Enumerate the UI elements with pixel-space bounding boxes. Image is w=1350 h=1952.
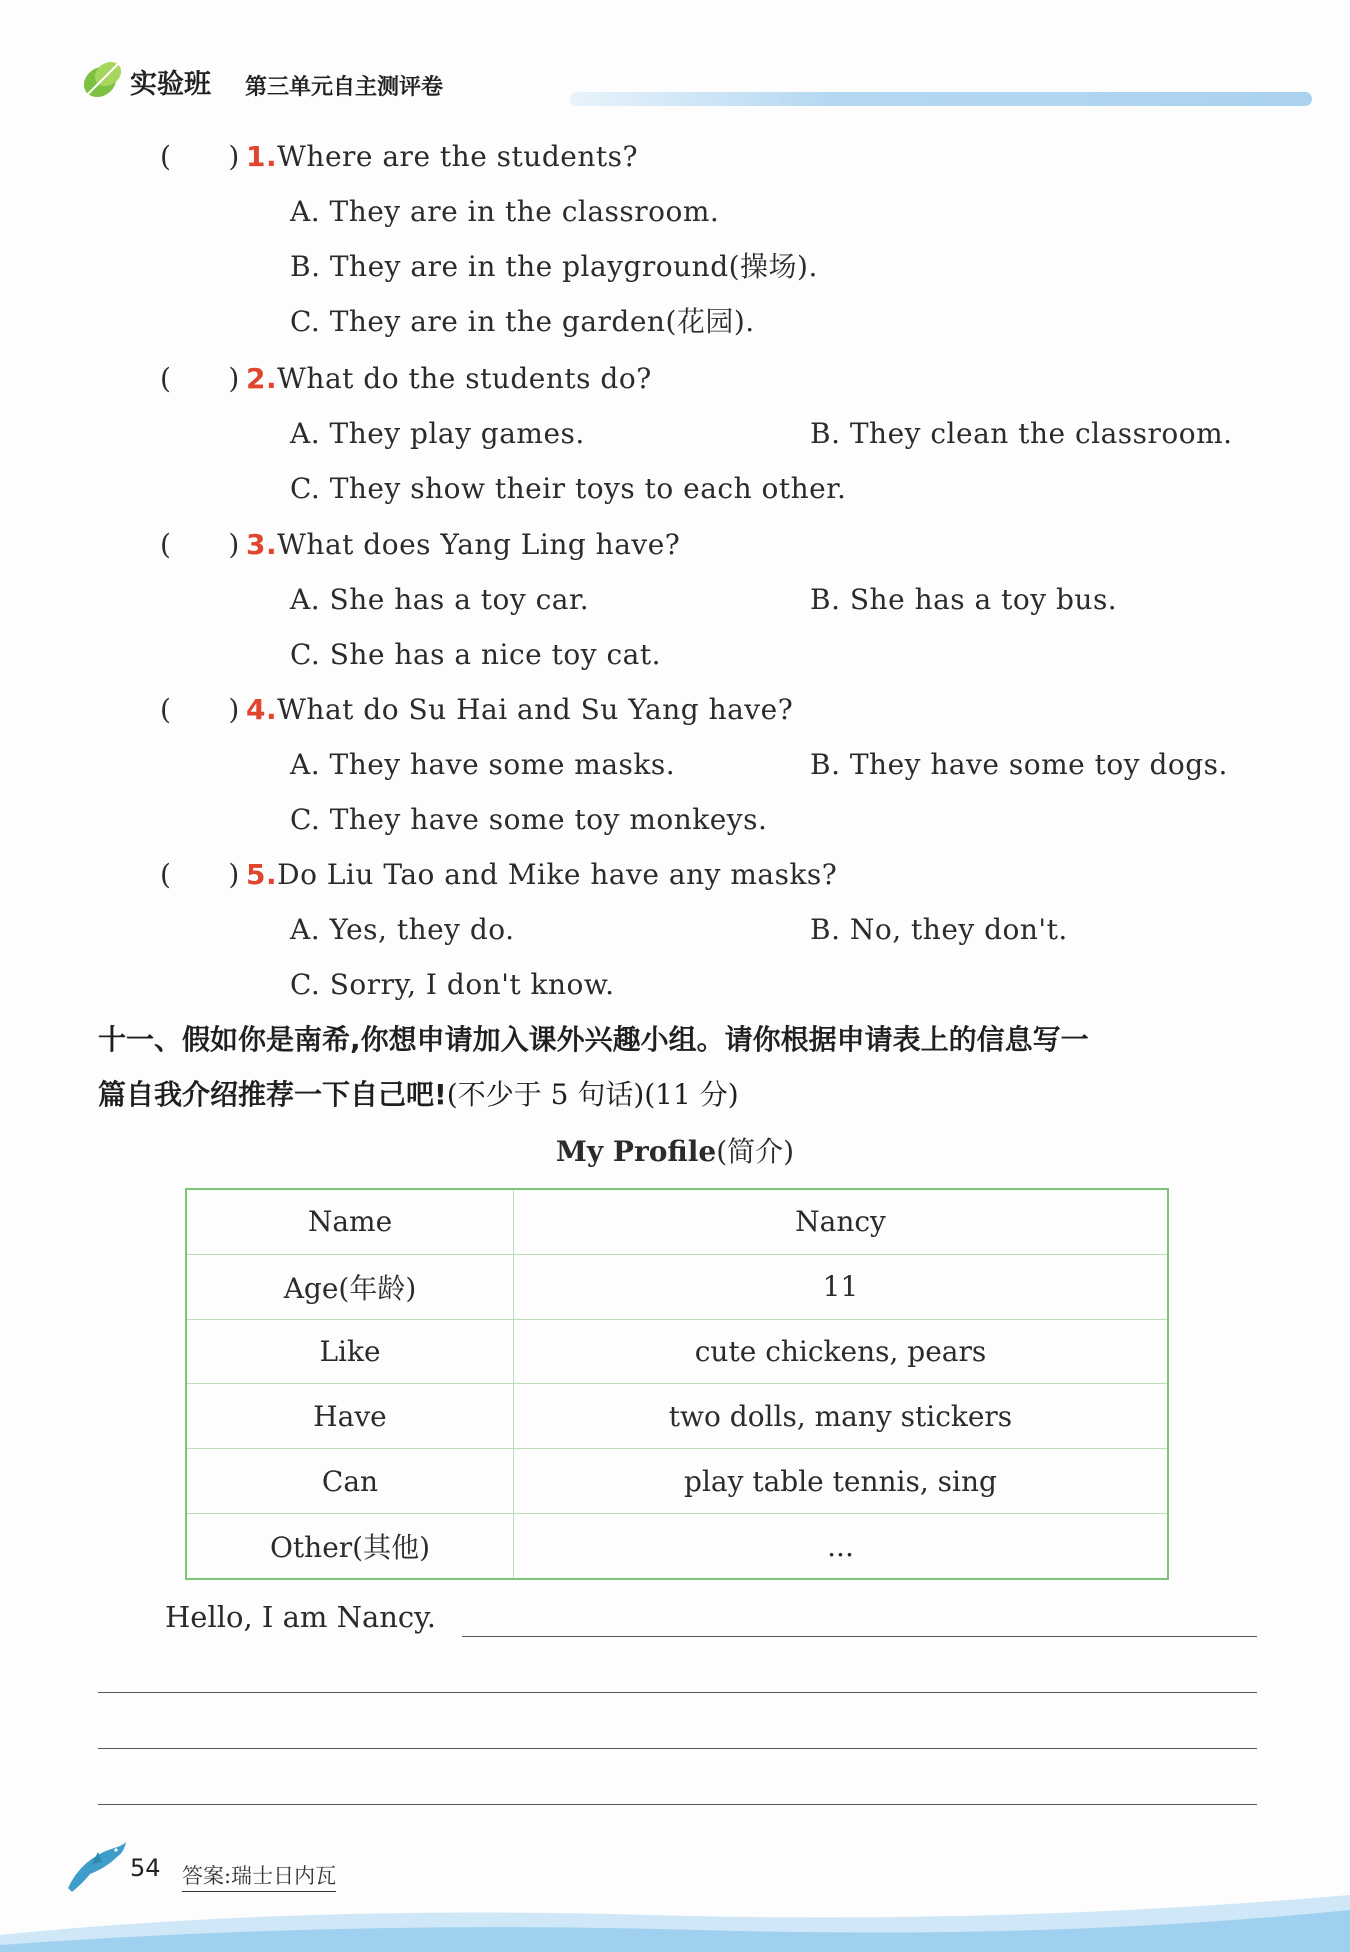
question-number: 4. <box>246 693 278 726</box>
series-title: 实验班 <box>130 69 211 100</box>
table-key: Can <box>186 1449 514 1514</box>
answer-blank[interactable]: ( ) <box>160 528 240 561</box>
page-header <box>80 52 1310 112</box>
question-text: 4.What do Su Hai and Su Yang have? <box>246 693 794 726</box>
table-key: Like <box>186 1319 514 1384</box>
header-decoration-bar <box>570 92 1312 106</box>
profile-title: My Profile(简介) <box>555 1135 795 1168</box>
table-key: Have <box>186 1384 514 1449</box>
table-row <box>186 1384 1168 1449</box>
option-a: A. They play games. <box>290 417 585 450</box>
unit-title: 第三单元自主测评卷 <box>245 75 444 100</box>
option-b: B. No, they don't. <box>810 913 1068 946</box>
answer-blank[interactable]: ( ) <box>160 693 240 726</box>
answer-blank[interactable]: ( ) <box>160 858 240 891</box>
option-c: C. They are in the garden(花园). <box>290 305 755 338</box>
leaf-logo-icon <box>80 56 126 100</box>
table-key: Other(其他) <box>186 1514 514 1579</box>
table-value: 11 <box>514 1254 1169 1319</box>
section-11-title-line-1: 十一、假如你是南希,你想申请加入课外兴趣小组。请你根据申请表上的信息写一 <box>98 1023 1089 1056</box>
table-value: two dolls, many stickers <box>514 1384 1169 1449</box>
question-text: 1.Where are the students? <box>246 140 638 173</box>
table-row <box>186 1254 1168 1319</box>
answer-note: 答案:瑞士日内瓦 <box>182 1860 336 1892</box>
table-key: Age(年龄) <box>186 1254 514 1319</box>
writing-line[interactable] <box>98 1748 1257 1749</box>
table-row <box>186 1319 1168 1384</box>
table-row <box>186 1189 1168 1254</box>
answer-blank[interactable]: ( ) <box>160 362 240 395</box>
table-value: Nancy <box>514 1189 1169 1254</box>
table-value: ... <box>514 1514 1169 1579</box>
question-text: 3.What does Yang Ling have? <box>246 528 681 561</box>
option-a: A. They are in the classroom. <box>290 195 720 228</box>
option-a: A. They have some masks. <box>290 748 676 781</box>
table-value: play table tennis, sing <box>514 1449 1169 1514</box>
option-c: C. They have some toy monkeys. <box>290 803 768 836</box>
option-c: C. She has a nice toy cat. <box>290 638 661 671</box>
question-number: 3. <box>246 528 278 561</box>
option-c: C. They show their toys to each other. <box>290 472 847 505</box>
question-text: 5.Do Liu Tao and Mike have any masks? <box>246 858 838 891</box>
question-number: 1. <box>246 140 278 173</box>
option-c: C. Sorry, I don't know. <box>290 968 615 1001</box>
writing-starter: Hello, I am Nancy. <box>165 1600 436 1634</box>
section-11-title-line-2: 篇自我介绍推荐一下自己吧!(不少于 5 句话)(11 分) <box>98 1078 739 1111</box>
table-value: cute chickens, pears <box>514 1319 1169 1384</box>
option-a: A. Yes, they do. <box>290 913 515 946</box>
question-number: 2. <box>246 362 278 395</box>
profile-table <box>185 1188 1169 1580</box>
answer-blank[interactable]: ( ) <box>160 140 240 173</box>
writing-line[interactable] <box>462 1636 1257 1637</box>
section-11-note: (不少于 5 句话)(11 分) <box>446 1078 739 1111</box>
option-b: B. They clean the classroom. <box>810 417 1233 450</box>
table-row <box>186 1514 1168 1579</box>
page-number: 54 <box>130 1854 161 1882</box>
option-b: B. They are in the playground(操场). <box>290 250 818 283</box>
writing-line[interactable] <box>98 1804 1257 1805</box>
dolphin-icon <box>62 1838 130 1896</box>
question-number: 5. <box>246 858 278 891</box>
option-a: A. She has a toy car. <box>290 583 590 616</box>
question-text: 2.What do the students do? <box>246 362 652 395</box>
option-b: B. She has a toy bus. <box>810 583 1118 616</box>
table-row <box>186 1449 1168 1514</box>
writing-line[interactable] <box>98 1692 1257 1693</box>
table-key: Name <box>186 1189 514 1254</box>
option-b: B. They have some toy dogs. <box>810 748 1228 781</box>
